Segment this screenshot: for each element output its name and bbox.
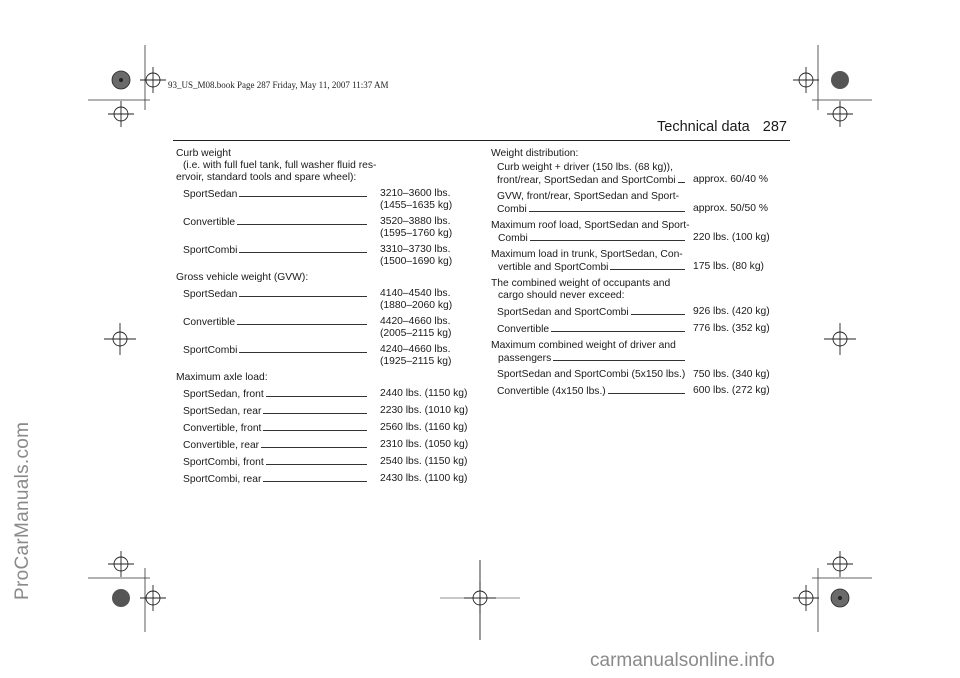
spec-row [176,439,476,452]
spec-value: 2230 lbs. (1010 kg) [380,405,469,416]
leader-line [239,344,367,353]
spec-value-metric: (1925–2115 kg) [380,356,452,367]
weight-distribution-title: Weight distribution: [491,148,579,159]
spec-value: 175 lbs. (80 kg) [693,261,764,272]
spec-value: 600 lbs. (272 kg) [693,385,770,396]
gvw-heading [176,272,476,284]
spec-label: SportCombi, front [183,457,264,468]
leader-line [553,352,685,361]
spec-label: SportSedan [183,189,238,200]
leader-line [239,244,367,253]
spec-value: 750 lbs. (340 kg) [693,369,770,380]
spec-value: 3520–3880 lbs. [380,216,451,227]
spec-value: 3310–3730 lbs. [380,244,451,255]
spec-label: Convertible (4x150 lbs.) [497,386,606,397]
spec-row [491,340,781,365]
spec-value: 2540 lbs. (1150 kg) [380,456,468,467]
spec-label: Convertible, rear [183,440,260,451]
spec-value: approx. 50/50 % [693,203,768,214]
spec-row [176,456,476,469]
spec-label: SportSedan and SportCombi (5x150 lbs.) [497,369,686,380]
spec-row [176,316,476,340]
section-title: Technical data [657,119,750,135]
spec-value-metric: (2005–2115 kg) [380,328,452,339]
leader-line [529,203,685,212]
spec-label: Convertible [497,324,550,335]
spec-row [176,188,476,212]
leader-line [237,216,367,225]
page-number: 287 [762,119,787,135]
curb-weight-note-1: (i.e. with full fuel tank, full washer fluid res- [183,160,377,171]
spec-row [491,249,781,274]
spec-value-metric: (1595–1760 kg) [380,228,453,239]
spec-label: Combi [497,204,527,215]
target-br [827,551,853,577]
spec-value: 926 lbs. (420 kg) [693,306,770,317]
target-tr [793,67,819,93]
leader-line [631,306,685,315]
spec-value-metric: (1455–1635 kg) [380,200,453,211]
spec-label: front/rear, SportSedan and SportCombi [497,175,676,186]
spec-label-line1: Maximum combined weight of driver and [491,340,676,351]
spec-row [176,405,476,418]
leader-line [266,456,367,465]
watermark-left: ProCarManuals.com [12,421,33,600]
spec-row [176,244,476,268]
target-br2 [793,585,819,611]
target-l1 [108,101,134,127]
spec-row [491,306,781,319]
leader-line [261,439,367,448]
target-bl2 [140,585,166,611]
spec-value: 2430 lbs. (1100 kg) [380,473,468,484]
right-column [491,148,781,402]
target-tl [140,67,166,93]
spec-row [491,385,781,398]
spec-value: 2310 lbs. (1050 kg) [380,439,469,450]
leader-line [263,473,367,482]
leader-line [610,261,685,270]
combined-title: The combined weight of occupants and [491,278,671,289]
book-file-info: 93_US_M08.book Page 287 Friday, May 11, 2007 11:37 AM [168,80,389,90]
spec-value: approx. 60/40 % [693,174,768,185]
spec-row [176,422,476,435]
spec-value-metric: (1880–2060 kg) [380,300,453,311]
leader-line [608,385,685,394]
spec-label: SportSedan, front [183,389,264,400]
spec-label: SportSedan, rear [183,406,262,417]
spec-label-line1: Maximum load in trunk, SportSedan, Con- [491,249,683,260]
spec-row [176,288,476,312]
leader-line [678,174,685,183]
watermark-bottom: carmanualsonline.info [590,650,775,671]
spec-label: Combi [498,233,528,244]
target-r1 [827,101,853,127]
weight-distribution-heading [491,148,781,160]
leader-line [266,388,367,397]
spec-row [491,162,781,187]
page-header [640,118,789,138]
target-bottom-center [440,560,520,640]
spec-value: 4240–4660 lbs. [380,344,451,355]
spec-row [176,344,476,368]
spec-row [491,220,781,245]
spec-row [176,216,476,240]
leader-line [239,188,367,197]
spec-label-line1: GVW, front/rear, SportSedan and Sport- [497,191,680,202]
curb-weight-title: Curb weight [176,148,231,159]
leader-line [263,405,367,414]
spec-row [176,388,476,401]
axle-title: Maximum axle load: [176,372,268,383]
target-mr [824,323,856,355]
leader-line [530,232,685,241]
spec-row [491,323,781,336]
spec-value: 2560 lbs. (1160 kg) [380,422,468,433]
spec-label: SportCombi [183,345,238,356]
spec-label: SportSedan [183,289,238,300]
left-column [176,148,476,490]
spec-label: Convertible, front [183,423,262,434]
spec-label: vertible and SportCombi [498,262,609,273]
curb-weight-note-2: ervoir, standard tools and spare wheel): [176,172,357,183]
spec-row [491,369,781,381]
header-rule [173,140,790,141]
spec-row [176,473,476,486]
spec-value: 776 lbs. (352 kg) [693,323,770,334]
target-ml [104,323,136,355]
spec-label-line1: Curb weight + driver (150 lbs. (68 kg)), [497,162,673,173]
spec-row [491,191,781,216]
spec-label: SportCombi, rear [183,474,262,485]
combined-title-2: cargo should never exceed: [498,290,625,301]
spec-label: SportSedan and SportCombi [497,307,629,318]
target-bl [108,551,134,577]
spec-label: passengers [498,353,552,364]
curb-weight-heading [176,148,476,184]
spec-label: Convertible [183,217,236,228]
spec-value-metric: (1500–1690 kg) [380,256,453,267]
leader-line [551,323,685,332]
leader-line [263,422,367,431]
spec-label: Convertible [183,317,236,328]
gvw-title: Gross vehicle weight (GVW): [176,272,309,283]
spec-value: 4140–4540 lbs. [380,288,451,299]
spec-label: SportCombi [183,245,238,256]
spec-value: 2440 lbs. (1150 kg) [380,388,468,399]
spec-value: 220 lbs. (100 kg) [693,232,770,243]
leader-line [239,288,367,297]
spec-value: 4420–4660 lbs. [380,316,451,327]
combined-heading [491,278,781,302]
spec-label-line1: Maximum roof load, SportSedan and Sport- [491,220,690,231]
axle-heading [176,372,476,384]
leader-line [237,316,367,325]
spec-value: 3210–3600 lbs. [380,188,451,199]
